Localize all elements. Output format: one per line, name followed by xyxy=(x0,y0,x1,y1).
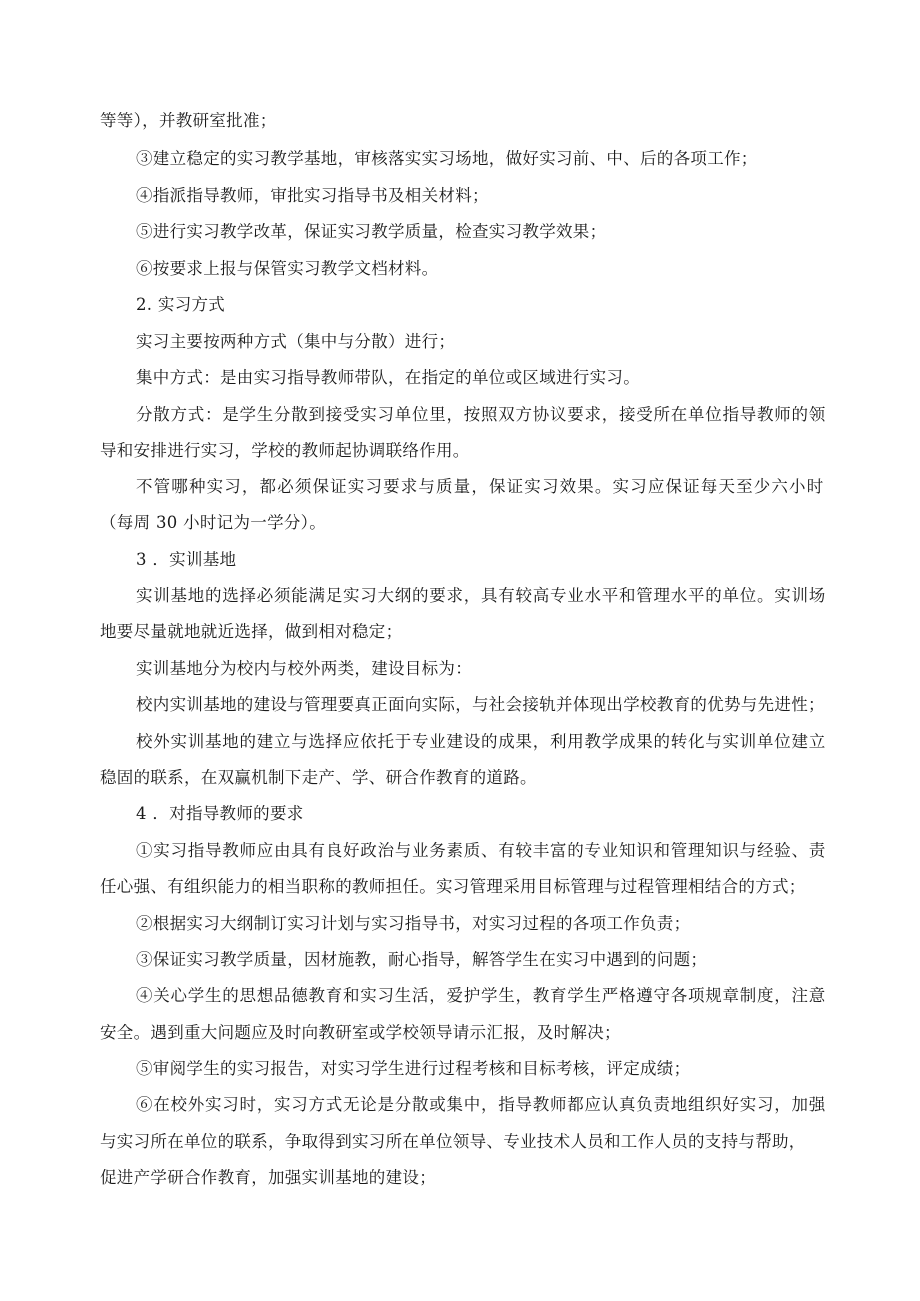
text-line: ⑤进行实习教学改革，保证实习教学质量，检查实习教学效果； xyxy=(136,222,607,241)
text-line: ④关心学生的思想品德教育和实习生活，爱护学生，教育学生严格遵守各项规章制度，注意 xyxy=(136,986,826,1005)
text-line: 不管哪种实习，都必须保证实习要求与质量，保证实习效果。实习应保证每天至少六小时 xyxy=(136,477,825,496)
text-line: 实训基地分为校内与校外两类，建设目标为： xyxy=(136,659,472,678)
text-line: 实训基地的选择必须能满足实习大纲的要求，具有较高专业水平和管理水平的单位。实训场 xyxy=(136,586,826,605)
text-line: ②根据实习大纲制订实习计划与实习指导书，对实习过程的各项工作负责； xyxy=(136,914,691,933)
text-line: ③保证实习教学质量，因材施教，耐心指导，解答学生在实习中遇到的问题； xyxy=(136,950,708,969)
text-line: 等等），并教研室批准； xyxy=(100,111,277,130)
text-line: 实习主要按两种方式（集中与分散）进行； xyxy=(136,332,456,351)
text-line: 任心强、有组织能力的相当职称的教师担任。实习管理采用目标管理与过程管理相结合的方式； xyxy=(100,877,806,896)
text-line: 校外实训基地的建立与选择应依托于专业建设的成果，利用教学成果的转化与实训单位建立 xyxy=(136,732,826,751)
section-heading: 4 ．对指导教师的要求 xyxy=(136,804,304,823)
text-line: ④指派指导教师，审批实习指导书及相关材料； xyxy=(136,186,489,205)
text-line: 导和安排进行实习，学校的教师起协调联络作用。 xyxy=(100,441,470,460)
section-heading: 2. 实习方式 xyxy=(136,295,226,314)
text-line: （每周 30 小时记为一学分）。 xyxy=(100,513,327,532)
text-line: ⑤审阅学生的实习报告，对实习学生进行过程考核和目标考核，评定成绩； xyxy=(136,1059,691,1078)
text-line: 分散方式：是学生分散到接受实习单位里，按照双方协议要求，接受所在单位指导教师的领 xyxy=(136,405,826,424)
section-heading: 3 ．实训基地 xyxy=(136,550,237,569)
text-line: ①实习指导教师应由具有良好政治与业务素质、有较丰富的专业知识和管理知识与经验、责 xyxy=(136,841,826,860)
text-line: 集中方式：是由实习指导教师带队，在指定的单位或区域进行实习。 xyxy=(136,368,640,387)
text-line: 安全。遇到重大问题应及时向教研室或学校领导请示汇报，及时解决； xyxy=(100,1023,621,1042)
text-line: ⑥按要求上报与保管实习教学文档材料。 xyxy=(136,259,439,278)
text-line: ⑥在校外实习时，实习方式无论是分散或集中，指导教师都应认真负责地组织好实习，加强 xyxy=(136,1095,826,1114)
text-line: 促进产学研合作教育，加强实训基地的建设； xyxy=(100,1168,436,1187)
text-line: 校内实训基地的建设与管理要真正面向实际，与社会接轨并体现出学校教育的优势与先进性； xyxy=(136,695,825,714)
text-line: 稳固的联系，在双赢机制下走产、学、研合作教育的道路。 xyxy=(100,768,537,787)
text-line: 与实习所在单位的联系，争取得到实习所在单位领导、专业技术人员和工作人员的支持与帮助， xyxy=(100,1132,806,1151)
text-line: ③建立稳定的实习教学基地，审核落实实习场地，做好实习前、中、后的各项工作； xyxy=(136,149,758,168)
text-line: 地要尽量就地就近选择，做到相对稳定； xyxy=(100,622,403,641)
